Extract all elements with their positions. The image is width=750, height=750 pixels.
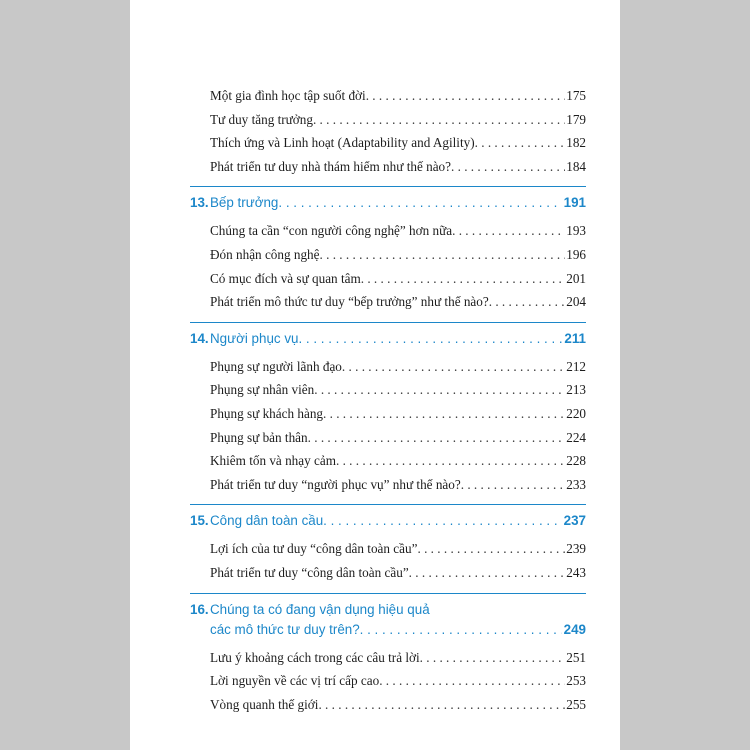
toc-entry-title: Khiêm tốn và nhạy cảm [210,453,336,469]
toc-entry[interactable] [190,219,586,243]
leader-dots [298,329,562,349]
toc-entry-page: 220 [566,405,586,421]
leader-dots [461,473,566,497]
leader-dots [320,243,566,267]
book-page [130,0,620,750]
toc-entry[interactable] [190,155,586,179]
toc-entry-title: Lời nguyền về các vị trí cấp cao [210,673,380,689]
toc-entry-page: 228 [566,453,586,469]
toc-entry[interactable] [190,290,586,314]
toc-entry-title: Phụng sự người lãnh đạo [210,358,342,374]
toc-entry[interactable] [190,693,586,717]
leader-dots [361,267,566,291]
leader-dots [475,131,566,155]
left-margin [0,0,130,750]
toc-entry-title: Một gia đình học tập suốt đời [210,88,366,103]
toc-entry[interactable] [190,355,586,379]
toc-entry-page: 239 [566,541,586,557]
toc-entry-page: 251 [566,649,586,665]
toc-entry-page: 224 [566,429,586,445]
leader-dots [313,108,565,132]
leader-dots [323,511,561,531]
toc-entry[interactable] [190,537,586,561]
table-of-contents [190,84,586,716]
toc-entry[interactable] [190,267,586,291]
chapter-title: các mô thức tư duy trên? [210,621,360,637]
toc-entry[interactable] [190,646,586,670]
chapter-number: 14. [190,330,209,346]
toc-entry-title: Thích ứng và Linh hoạt (Adaptability and Agility) [210,135,475,151]
leader-dots [379,669,565,693]
leader-dots [336,449,565,473]
toc-entry[interactable] [190,561,586,585]
leader-dots [318,693,565,717]
toc-entry-page: 193 [566,223,586,239]
leader-dots [323,402,565,426]
chapter-number: 16. [190,601,209,617]
leader-dots [278,193,561,213]
chapter-heading[interactable] [190,322,586,355]
toc-entry-page: 175 [566,88,586,103]
toc-entry-page: 253 [566,673,586,689]
chapter-number: 15. [190,513,209,529]
toc-entry[interactable] [190,84,586,108]
toc-entry[interactable] [190,108,586,132]
chapter-title: Công dân toàn cầu [210,513,324,529]
toc-entry-title: Vòng quanh thế giới [210,696,319,712]
toc-entry[interactable] [190,378,586,402]
leader-dots [451,155,565,179]
toc-entry-page: 204 [566,294,586,310]
toc-entry[interactable] [190,473,586,497]
toc-entry-page: 243 [566,564,586,580]
toc-entry-title: Phụng sự bản thân [210,429,308,445]
toc-entry-page: 233 [566,476,586,492]
toc-entry[interactable] [190,243,586,267]
leader-dots [308,426,566,450]
leader-dots [417,537,565,561]
chapter-page: 237 [563,513,586,529]
leader-dots [366,84,566,108]
leader-dots [489,290,565,314]
toc-entry-title: Lợi ích của tư duy “công dân toàn cầu” [210,541,418,557]
toc-entry-page: 179 [566,111,586,127]
toc-entry-title: Phát triển tư duy nhà thám hiểm như thế nào? [210,158,451,174]
chapter-number: 13. [190,195,209,211]
toc-entry-title: Có mục đích và sự quan tâm [210,270,361,286]
chapter-title: Người phục vụ [210,330,299,346]
toc-entry-page: 182 [566,135,586,151]
toc-entry-page: 184 [566,158,586,174]
toc-entry[interactable] [190,426,586,450]
leader-dots [360,620,562,640]
leader-dots [314,378,565,402]
chapter-title-line1: Chúng ta có đang vận dụng hiệu quả [210,601,430,617]
leader-dots [452,219,565,243]
leader-dots [409,561,566,585]
toc-entry-title: Tư duy tăng trưởng [210,111,313,127]
leader-dots [420,646,566,670]
toc-entry[interactable] [190,131,586,155]
leader-dots [342,355,565,379]
toc-entry-page: 196 [566,246,586,262]
toc-entry[interactable] [190,449,586,473]
toc-entry[interactable] [190,402,586,426]
toc-entry-title: Phát triển tư duy “công dân toàn cầu” [210,564,409,580]
toc-entry[interactable] [190,669,586,693]
right-margin [620,0,750,750]
chapter-heading[interactable] [190,504,586,537]
toc-entry-page: 255 [566,696,586,712]
toc-entry-page: 213 [566,382,586,398]
chapter-title: Bếp trưởng [210,195,279,211]
chapter-heading[interactable] [190,186,586,219]
chapter-page: 249 [563,621,586,637]
toc-entry-title: Phát triển tư duy “người phục vụ” như thế nào? [210,476,461,492]
toc-entry-title: Phụng sự khách hàng [210,405,324,421]
chapter-page: 211 [564,330,586,346]
toc-entry-title: Phát triển mô thức tư duy “bếp trưởng” như thế nào? [210,294,489,310]
toc-entry-title: Chúng ta cần “con người công nghệ” hơn nữa [210,223,453,239]
toc-entry-page: 212 [566,358,586,374]
toc-entry-title: Đón nhận công nghệ [210,246,320,262]
chapter-heading[interactable] [190,593,586,646]
toc-entry-title: Lưu ý khoảng cách trong các câu trả lời [210,649,420,665]
toc-entry-page: 201 [566,270,586,286]
chapter-page: 191 [563,195,586,211]
toc-entry-title: Phụng sự nhân viên [210,382,315,398]
